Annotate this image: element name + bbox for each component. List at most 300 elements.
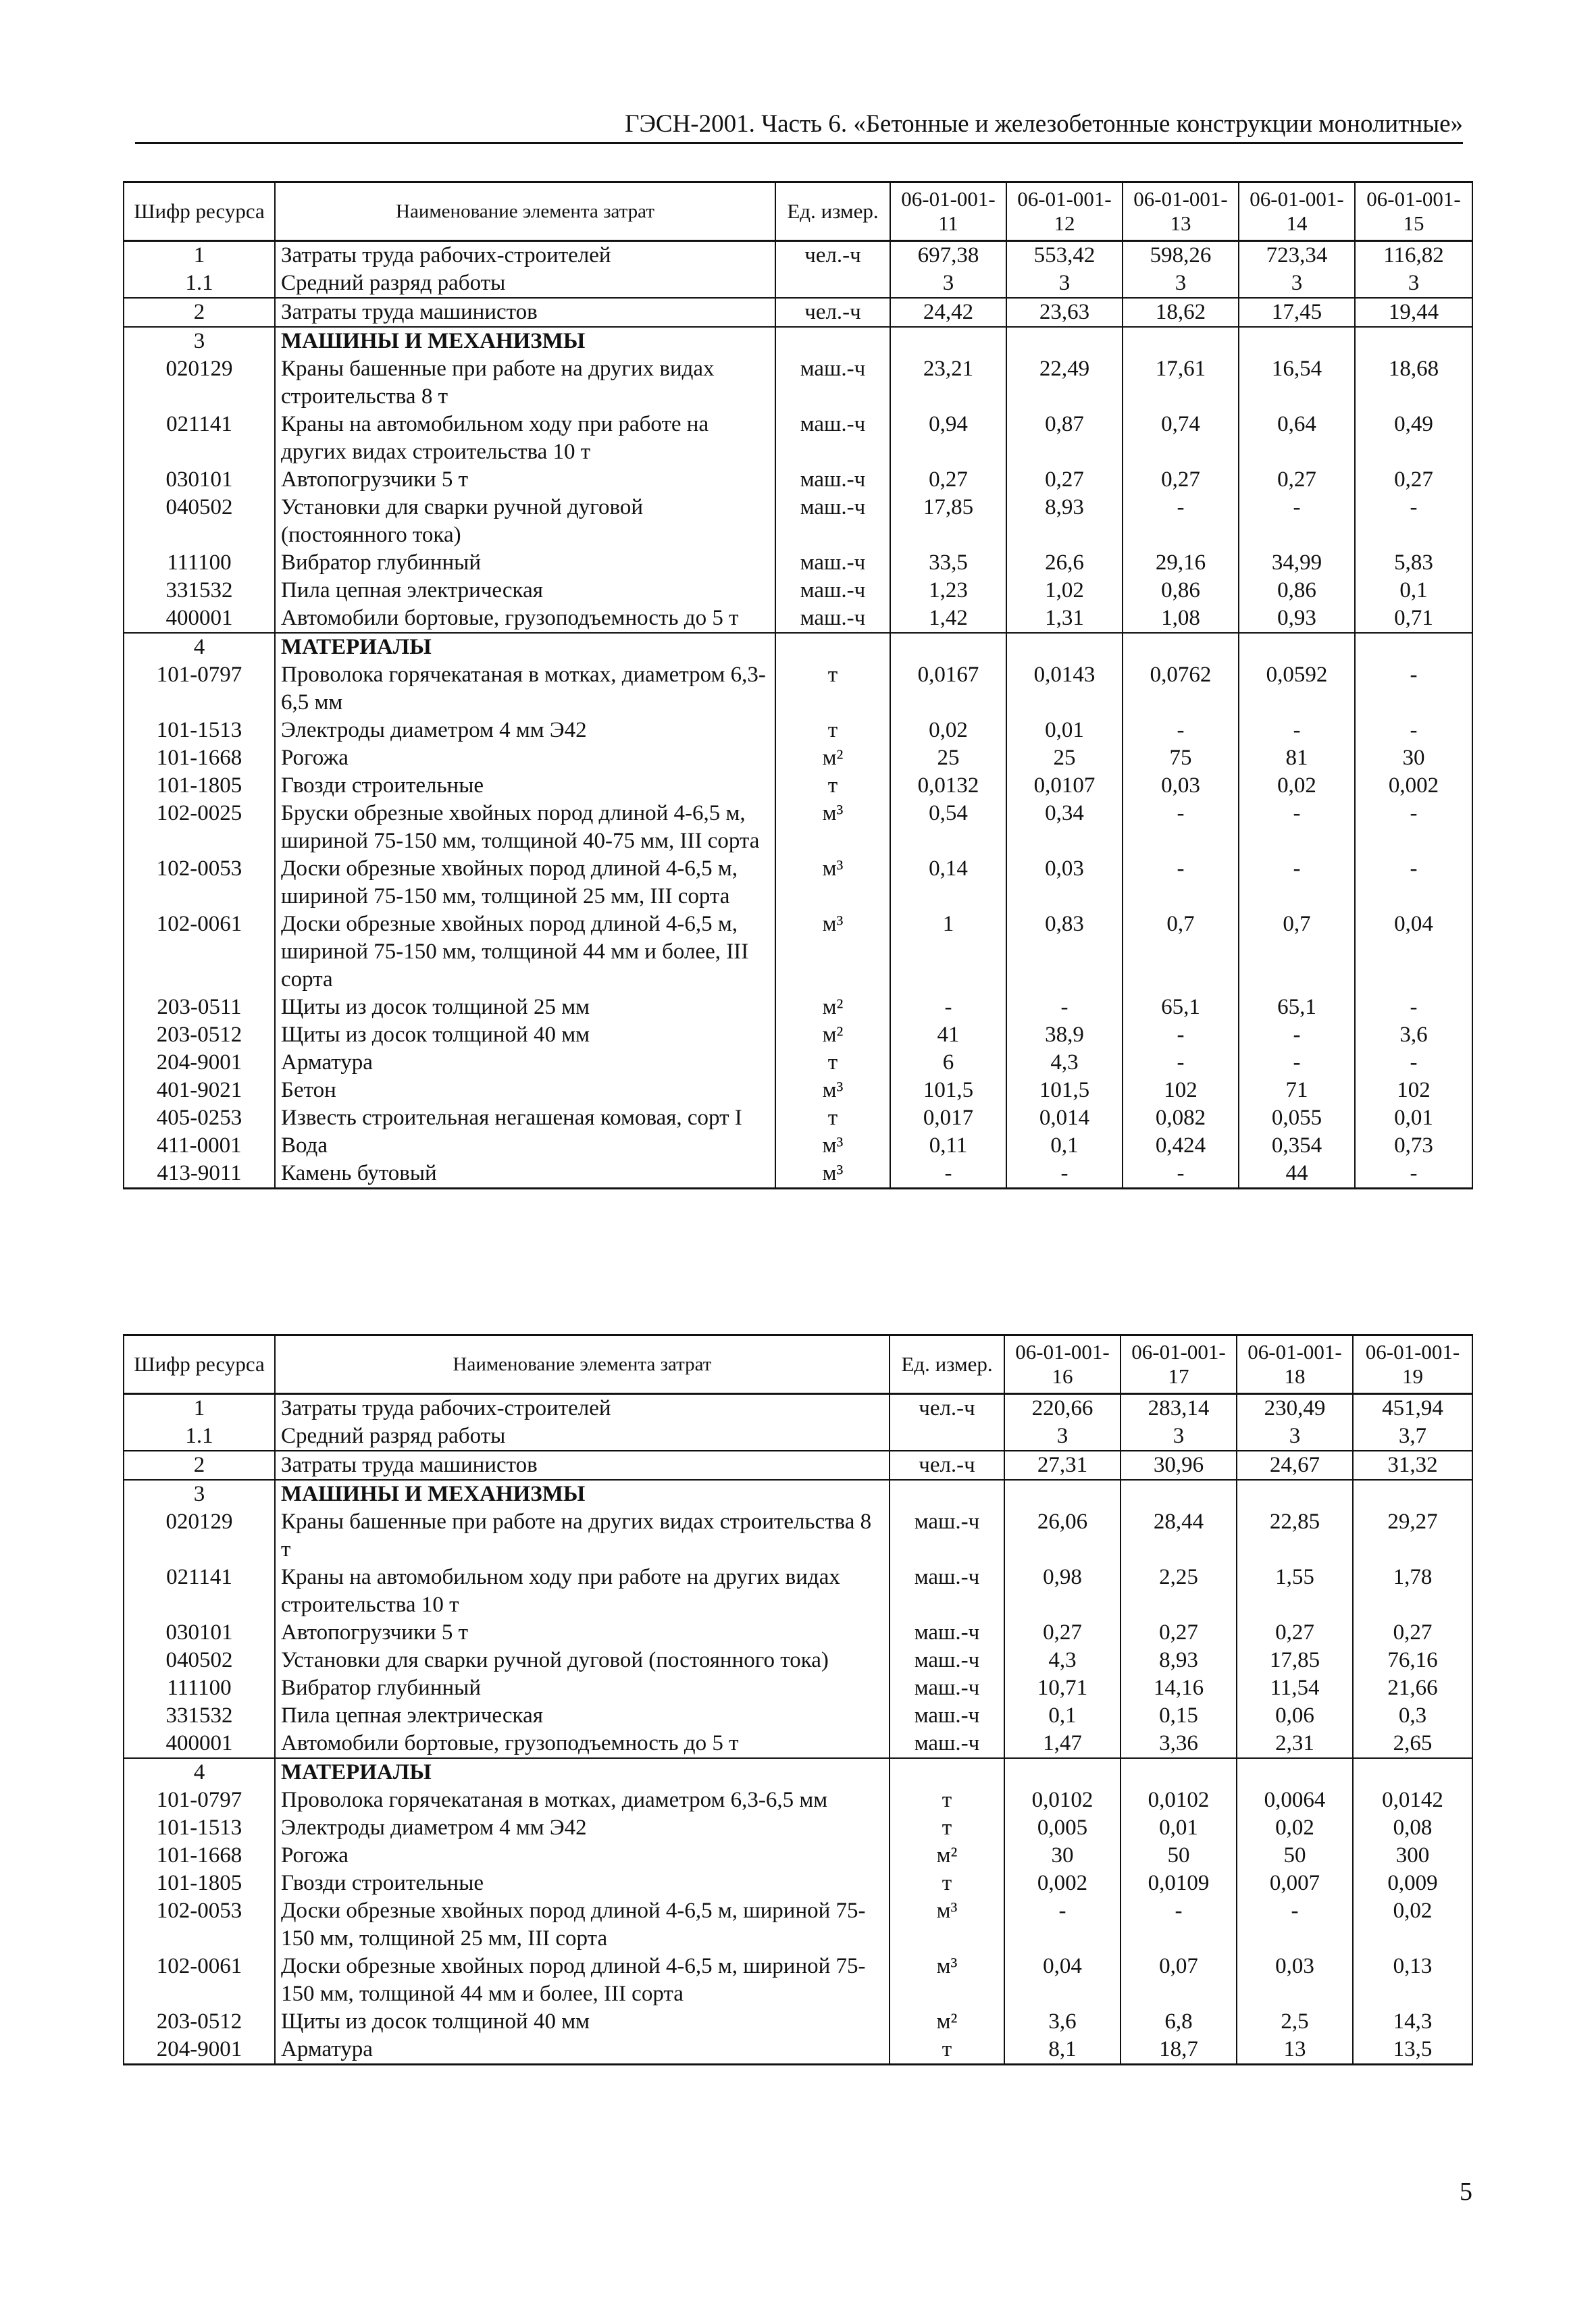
norm-value-cell: - — [1355, 855, 1472, 910]
norm-value-cell: 0,94 — [890, 411, 1006, 466]
norm-value-cell: 0,01 — [1121, 1814, 1237, 1842]
norm-value-cell: 30 — [1004, 1842, 1121, 1870]
unit-cell: м³ — [775, 1132, 890, 1160]
cost-element-name-cell: Краны башенные при работе на других видах строительства 8 т — [275, 355, 775, 411]
norm-value-cell: 1,08 — [1123, 605, 1239, 633]
table-row — [124, 1049, 1472, 1077]
norm-value-cell — [890, 633, 1006, 661]
table-row — [124, 466, 1472, 494]
norm-value-cell: 6,8 — [1121, 2008, 1237, 2036]
norm-value-cell: 8,93 — [1006, 494, 1123, 549]
resource-table-1 — [123, 181, 1473, 1189]
resource-code-cell: 411-0001 — [124, 1132, 275, 1160]
norm-value-cell: 25 — [890, 744, 1006, 772]
norm-value-cell: 598,26 — [1123, 241, 1239, 270]
cost-element-name-cell: Проволока горячекатаная в мотках, диаметром 6,3-6,5 мм — [275, 661, 775, 717]
norm-value-cell: - — [1123, 1021, 1239, 1049]
norm-value-cell — [1237, 1480, 1353, 1508]
norm-value-cell: - — [1123, 1049, 1239, 1077]
page-header: ГЭСН-2001. Часть 6. «Бетонные и железобетонные конструкции монолитные» — [625, 110, 1463, 138]
norm-value-cell: 25 — [1006, 744, 1123, 772]
norm-value-cell: - — [1239, 1049, 1355, 1077]
norm-value-cell: 0,014 — [1006, 1104, 1123, 1132]
col-header-norm: 06-01-001-15 — [1355, 182, 1472, 241]
norm-value-cell: 81 — [1239, 744, 1355, 772]
unit-cell: м³ — [890, 1953, 1004, 2008]
norm-value-cell — [1006, 327, 1123, 355]
norm-value-cell: 0,0132 — [890, 772, 1006, 800]
norm-value-cell: 10,71 — [1004, 1674, 1121, 1702]
unit-cell: т — [890, 2036, 1004, 2065]
resource-code-cell: 2 — [124, 298, 275, 327]
col-header-name: Наименование элемента затрат — [275, 182, 775, 241]
norm-value-cell — [1353, 1480, 1472, 1508]
cost-element-name-cell: Электроды диаметром 4 мм Э42 — [275, 717, 775, 744]
table-row — [124, 855, 1472, 910]
norm-value-cell: - — [1355, 494, 1472, 549]
cost-element-name-cell: Автомобили бортовые, грузоподъемность до 5 т — [275, 1730, 890, 1758]
norm-value-cell: 19,44 — [1355, 298, 1472, 327]
norm-value-cell: 0,07 — [1121, 1953, 1237, 2008]
norm-value-cell: 1 — [890, 910, 1006, 994]
norm-value-cell — [1239, 633, 1355, 661]
cost-element-name-cell: Затраты труда рабочих-строителей — [275, 1394, 890, 1423]
table-row — [124, 1508, 1472, 1564]
col-header-norm: 06-01-001-18 — [1237, 1335, 1353, 1394]
table-row — [124, 494, 1472, 549]
norm-value-cell: 0,01 — [1355, 1104, 1472, 1132]
unit-cell — [775, 633, 890, 661]
table-row — [124, 1132, 1472, 1160]
norm-value-cell: - — [890, 994, 1006, 1021]
cost-element-name-cell: Пила цепная электрическая — [275, 1702, 890, 1730]
norm-value-cell — [890, 327, 1006, 355]
resource-code-cell: 400001 — [124, 605, 275, 633]
norm-value-cell: 1,78 — [1353, 1564, 1472, 1619]
norm-value-cell: - — [1121, 1897, 1237, 1953]
table-row — [124, 1674, 1472, 1702]
table-row — [124, 1564, 1472, 1619]
header-rule — [135, 142, 1463, 144]
table-body — [124, 1394, 1472, 2065]
norm-value-cell: 0,11 — [890, 1132, 1006, 1160]
norm-value-cell — [1004, 1480, 1121, 1508]
norm-value-cell: 0,74 — [1123, 411, 1239, 466]
norm-value-cell: 0,01 — [1006, 717, 1123, 744]
unit-cell: т — [775, 717, 890, 744]
resource-code-cell: 040502 — [124, 494, 275, 549]
norm-value-cell: - — [1355, 1049, 1472, 1077]
norm-value-cell: 29,16 — [1123, 549, 1239, 577]
norm-value-cell: - — [1123, 800, 1239, 855]
cost-element-name-cell: Доски обрезные хвойных пород длиной 4-6,5 м, шириной 75-150 мм, толщиной 44 мм и более, III сорта — [275, 1953, 890, 2008]
norm-value-cell — [1006, 633, 1123, 661]
table-row — [124, 1021, 1472, 1049]
cost-element-name-cell: Средний разряд работы — [275, 1422, 890, 1451]
norm-value-cell: 14,16 — [1121, 1674, 1237, 1702]
norm-value-cell: 0,83 — [1006, 910, 1123, 994]
cost-element-name-cell: Автомобили бортовые, грузоподъемность до 5 т — [275, 605, 775, 633]
table-row — [124, 744, 1472, 772]
resource-code-cell: 030101 — [124, 1619, 275, 1647]
norm-value-cell: 102 — [1123, 1077, 1239, 1104]
table-row — [124, 411, 1472, 466]
norm-value-cell: 0,082 — [1123, 1104, 1239, 1132]
norm-value-cell: 0,71 — [1355, 605, 1472, 633]
norm-value-cell: 0,93 — [1239, 605, 1355, 633]
norm-value-cell: - — [1123, 494, 1239, 549]
norm-value-cell: - — [1123, 855, 1239, 910]
col-header-norm: 06-01-001-14 — [1239, 182, 1355, 241]
norm-value-cell: 4,3 — [1006, 1049, 1123, 1077]
table-row — [124, 1160, 1472, 1189]
cost-element-name-cell: Бруски обрезные хвойных пород длиной 4-6,5 м, шириной 75-150 мм, толщиной 40-75 мм, III сорта — [275, 800, 775, 855]
norm-value-cell: 3 — [1004, 1422, 1121, 1451]
norm-value-cell: 38,9 — [1006, 1021, 1123, 1049]
norm-value-cell: 30 — [1355, 744, 1472, 772]
unit-cell — [890, 1758, 1004, 1786]
cost-element-name-cell: Доски обрезные хвойных пород длиной 4-6,5 м, шириной 75-150 мм, толщиной 44 мм и более, III сорта — [275, 910, 775, 994]
norm-value-cell: 0,02 — [890, 717, 1006, 744]
cost-element-name-cell: Доски обрезные хвойных пород длиной 4-6,5 м, шириной 75-150 мм, толщиной 25 мм, III сорта — [275, 1897, 890, 1953]
norm-value-cell: 0,0592 — [1239, 661, 1355, 717]
norm-value-cell: 1,42 — [890, 605, 1006, 633]
norm-value-cell: 0,03 — [1237, 1953, 1353, 2008]
unit-cell: т — [890, 1786, 1004, 1814]
norm-value-cell: 26,6 — [1006, 549, 1123, 577]
norm-value-cell: 8,1 — [1004, 2036, 1121, 2065]
norm-value-cell: 11,54 — [1237, 1674, 1353, 1702]
resource-code-cell: 101-1805 — [124, 772, 275, 800]
norm-value-cell: 0,27 — [1004, 1619, 1121, 1647]
resource-code-cell: 020129 — [124, 355, 275, 411]
resource-code-cell: 021141 — [124, 411, 275, 466]
cost-element-name-cell: МАШИНЫ И МЕХАНИЗМЫ — [275, 327, 775, 355]
norm-value-cell: 451,94 — [1353, 1394, 1472, 1423]
resource-code-cell: 4 — [124, 633, 275, 661]
norm-value-cell — [1353, 1758, 1472, 1786]
cost-element-name-cell: Доски обрезные хвойных пород длиной 4-6,5 м, шириной 75-150 мм, толщиной 25 мм, III сорта — [275, 855, 775, 910]
norm-value-cell: 0,98 — [1004, 1564, 1121, 1619]
resource-code-cell: 102-0061 — [124, 910, 275, 994]
norm-value-cell — [1355, 327, 1472, 355]
norm-value-cell — [1239, 327, 1355, 355]
cost-element-name-cell: Пила цепная электрическая — [275, 577, 775, 605]
unit-cell: м³ — [890, 1897, 1004, 1953]
norm-value-cell: 0,27 — [1237, 1619, 1353, 1647]
norm-value-cell: - — [1237, 1897, 1353, 1953]
norm-value-cell: 0,06 — [1237, 1702, 1353, 1730]
norm-value-cell: 0,04 — [1004, 1953, 1121, 2008]
norm-value-cell: 65,1 — [1123, 994, 1239, 1021]
resource-code-cell: 204-9001 — [124, 1049, 275, 1077]
table-row — [124, 633, 1472, 661]
resource-code-cell: 102-0025 — [124, 800, 275, 855]
cost-element-name-cell: Затраты труда машинистов — [275, 1451, 890, 1480]
cost-element-name-cell: Затраты труда рабочих-строителей — [275, 241, 775, 270]
resource-code-cell: 203-0512 — [124, 1021, 275, 1049]
norm-value-cell: 3 — [1121, 1422, 1237, 1451]
table-row — [124, 355, 1472, 411]
norm-value-cell: 0,0109 — [1121, 1870, 1237, 1897]
col-header-norm: 06-01-001-16 — [1004, 1335, 1121, 1394]
norm-value-cell: 0,49 — [1355, 411, 1472, 466]
norm-value-cell: - — [890, 1160, 1006, 1189]
norm-value-cell: 2,31 — [1237, 1730, 1353, 1758]
norm-value-cell: 3,7 — [1353, 1422, 1472, 1451]
norm-value-cell: 23,21 — [890, 355, 1006, 411]
col-header-norm: 06-01-001-13 — [1123, 182, 1239, 241]
norm-value-cell: 0,27 — [1239, 466, 1355, 494]
norm-value-cell: 0,007 — [1237, 1870, 1353, 1897]
resource-code-cell: 111100 — [124, 1674, 275, 1702]
norm-value-cell: 0,0107 — [1006, 772, 1123, 800]
norm-value-cell: 0,03 — [1006, 855, 1123, 910]
unit-cell: чел.-ч — [890, 1451, 1004, 1480]
resource-code-cell: 101-1668 — [124, 744, 275, 772]
unit-cell: м² — [775, 994, 890, 1021]
norm-value-cell: 1,02 — [1006, 577, 1123, 605]
norm-value-cell: 1,47 — [1004, 1730, 1121, 1758]
table-row — [124, 327, 1472, 355]
norm-value-cell: 0,73 — [1355, 1132, 1472, 1160]
resource-code-cell: 203-0512 — [124, 2008, 275, 2036]
norm-value-cell: 0,54 — [890, 800, 1006, 855]
page-number: 5 — [1460, 2178, 1472, 2206]
norm-value-cell: 0,64 — [1239, 411, 1355, 466]
norm-value-cell: 0,3 — [1353, 1702, 1472, 1730]
cost-element-name-cell: Бетон — [275, 1077, 775, 1104]
norm-value-cell: 0,34 — [1006, 800, 1123, 855]
norm-value-cell: 0,7 — [1239, 910, 1355, 994]
norm-value-cell: 283,14 — [1121, 1394, 1237, 1423]
col-header-unit: Ед. измер. — [775, 182, 890, 241]
unit-cell: маш.-ч — [890, 1647, 1004, 1674]
resource-code-cell: 101-1513 — [124, 1814, 275, 1842]
unit-cell: м³ — [775, 1077, 890, 1104]
resource-code-cell: 1 — [124, 241, 275, 270]
unit-cell: м² — [775, 1021, 890, 1049]
unit-cell: маш.-ч — [775, 466, 890, 494]
col-header-code: Шифр ресурса — [124, 1335, 275, 1394]
norm-value-cell: 0,04 — [1355, 910, 1472, 994]
table-row — [124, 1451, 1472, 1480]
norm-value-cell: 31,32 — [1353, 1451, 1472, 1480]
norm-value-cell: 3 — [1237, 1422, 1353, 1451]
table-row — [124, 910, 1472, 994]
table-row — [124, 1786, 1472, 1814]
norm-value-cell: - — [1239, 800, 1355, 855]
resource-code-cell: 4 — [124, 1758, 275, 1786]
resource-code-cell: 2 — [124, 1451, 275, 1480]
resource-code-cell: 021141 — [124, 1564, 275, 1619]
norm-value-cell: 41 — [890, 1021, 1006, 1049]
norm-value-cell: 0,0167 — [890, 661, 1006, 717]
norm-value-cell: 2,5 — [1237, 2008, 1353, 2036]
norm-value-cell: 220,66 — [1004, 1394, 1121, 1423]
norm-value-cell: - — [1355, 661, 1472, 717]
cost-element-name-cell: Краны башенные при работе на других видах строительства 8 т — [275, 1508, 890, 1564]
unit-cell: т — [775, 661, 890, 717]
table-row — [124, 1619, 1472, 1647]
cost-element-name-cell: Гвозди строительные — [275, 1870, 890, 1897]
unit-cell: маш.-ч — [890, 1564, 1004, 1619]
norm-value-cell: 0,27 — [1355, 466, 1472, 494]
norm-value-cell: 0,017 — [890, 1104, 1006, 1132]
norm-value-cell: 28,44 — [1121, 1508, 1237, 1564]
resource-code-cell: 101-0797 — [124, 1786, 275, 1814]
norm-value-cell: - — [1123, 1160, 1239, 1189]
norm-value-cell: 0,15 — [1121, 1702, 1237, 1730]
norm-value-cell: 0,87 — [1006, 411, 1123, 466]
resource-code-cell: 405-0253 — [124, 1104, 275, 1132]
cost-element-name-cell: МАШИНЫ И МЕХАНИЗМЫ — [275, 1480, 890, 1508]
norm-value-cell: 0,0143 — [1006, 661, 1123, 717]
cost-element-name-cell: МАТЕРИАЛЫ — [275, 1758, 890, 1786]
unit-cell: маш.-ч — [775, 549, 890, 577]
norm-value-cell: 16,54 — [1239, 355, 1355, 411]
resource-code-cell: 030101 — [124, 466, 275, 494]
unit-cell: м³ — [775, 1160, 890, 1189]
norm-value-cell: 18,68 — [1355, 355, 1472, 411]
norm-value-cell: 101,5 — [890, 1077, 1006, 1104]
norm-value-cell — [1123, 327, 1239, 355]
table-row — [124, 1953, 1472, 2008]
cost-element-name-cell: Арматура — [275, 2036, 890, 2065]
table-row — [124, 1814, 1472, 1842]
norm-value-cell: - — [1239, 494, 1355, 549]
norm-value-cell: - — [1239, 717, 1355, 744]
norm-value-cell: 1,55 — [1237, 1564, 1353, 1619]
cost-element-name-cell: Затраты труда машинистов — [275, 298, 775, 327]
resource-code-cell: 101-1513 — [124, 717, 275, 744]
resource-table-2 — [123, 1334, 1473, 2065]
table-row — [124, 1480, 1472, 1508]
cost-element-name-cell: Вода — [275, 1132, 775, 1160]
norm-value-cell: 24,67 — [1237, 1451, 1353, 1480]
norm-value-cell: - — [1355, 1160, 1472, 1189]
resource-code-cell: 401-9021 — [124, 1077, 275, 1104]
norm-value-cell: 0,002 — [1355, 772, 1472, 800]
norm-value-cell — [1121, 1758, 1237, 1786]
norm-value-cell: 0,009 — [1353, 1870, 1472, 1897]
unit-cell — [890, 1422, 1004, 1451]
resource-code-cell: 203-0511 — [124, 994, 275, 1021]
table-row — [124, 298, 1472, 327]
norm-value-cell: 0,02 — [1239, 772, 1355, 800]
norm-value-cell: 0,424 — [1123, 1132, 1239, 1160]
norm-value-cell: 0,27 — [1123, 466, 1239, 494]
norm-value-cell: 0,354 — [1239, 1132, 1355, 1160]
unit-cell: маш.-ч — [775, 411, 890, 466]
cost-element-name-cell: Щиты из досок толщиной 40 мм — [275, 2008, 890, 2036]
norm-value-cell: 30,96 — [1121, 1451, 1237, 1480]
unit-cell: м² — [890, 2008, 1004, 2036]
resource-code-cell: 1.1 — [124, 269, 275, 298]
col-header-norm: 06-01-001-17 — [1121, 1335, 1237, 1394]
table-row — [124, 1758, 1472, 1786]
cost-element-name-cell: Установки для сварки ручной дуговой (постоянного тока) — [275, 494, 775, 549]
table-header-row — [124, 182, 1472, 241]
table-row — [124, 772, 1472, 800]
cost-element-name-cell: Гвозди строительные — [275, 772, 775, 800]
norm-value-cell: 29,27 — [1353, 1508, 1472, 1564]
unit-cell: маш.-ч — [890, 1674, 1004, 1702]
norm-value-cell: 17,45 — [1239, 298, 1355, 327]
table-row — [124, 269, 1472, 298]
norm-value-cell: 2,65 — [1353, 1730, 1472, 1758]
table-row — [124, 994, 1472, 1021]
col-header-unit: Ед. измер. — [890, 1335, 1004, 1394]
norm-value-cell: 230,49 — [1237, 1394, 1353, 1423]
resource-code-cell: 111100 — [124, 549, 275, 577]
norm-value-cell: 0,86 — [1123, 577, 1239, 605]
norm-value-cell: 0,0102 — [1121, 1786, 1237, 1814]
table-row — [124, 577, 1472, 605]
table-row — [124, 1897, 1472, 1953]
resource-code-cell: 040502 — [124, 1647, 275, 1674]
norm-value-cell: 3 — [1123, 269, 1239, 298]
norm-value-cell: 5,83 — [1355, 549, 1472, 577]
norm-value-cell: - — [1006, 1160, 1123, 1189]
resource-code-cell: 020129 — [124, 1508, 275, 1564]
norm-value-cell: 697,38 — [890, 241, 1006, 270]
unit-cell: чел.-ч — [775, 298, 890, 327]
cost-element-name-cell: Средний разряд работы — [275, 269, 775, 298]
norm-value-cell: 71 — [1239, 1077, 1355, 1104]
norm-value-cell: 3,36 — [1121, 1730, 1237, 1758]
unit-cell: т — [775, 772, 890, 800]
cost-element-name-cell: Автопогрузчики 5 т — [275, 466, 775, 494]
norm-value-cell: 0,0762 — [1123, 661, 1239, 717]
col-header-norm: 06-01-001-12 — [1006, 182, 1123, 241]
norm-value-cell: 0,27 — [890, 466, 1006, 494]
cost-element-name-cell: Известь строительная негашеная комовая, сорт I — [275, 1104, 775, 1132]
norm-value-cell: - — [1006, 994, 1123, 1021]
resource-code-cell: 413-9011 — [124, 1160, 275, 1189]
cost-element-name-cell: Щиты из досок толщиной 40 мм — [275, 1021, 775, 1049]
resource-code-cell: 331532 — [124, 577, 275, 605]
table-row — [124, 549, 1472, 577]
unit-cell: м² — [775, 744, 890, 772]
norm-value-cell: - — [1004, 1897, 1121, 1953]
resource-code-cell: 1 — [124, 1394, 275, 1423]
norm-value-cell: 8,93 — [1121, 1647, 1237, 1674]
cost-element-name-cell: Щиты из досок толщиной 25 мм — [275, 994, 775, 1021]
cost-element-name-cell: Рогожа — [275, 1842, 890, 1870]
norm-value-cell: 13 — [1237, 2036, 1353, 2065]
table-row — [124, 717, 1472, 744]
norm-value-cell: 3,6 — [1004, 2008, 1121, 2036]
norm-value-cell: 0,005 — [1004, 1814, 1121, 1842]
norm-value-cell: 3,6 — [1355, 1021, 1472, 1049]
norm-value-cell: 0,1 — [1006, 1132, 1123, 1160]
norm-value-cell: 4,3 — [1004, 1647, 1121, 1674]
unit-cell: т — [890, 1870, 1004, 1897]
table-row — [124, 661, 1472, 717]
table-row — [124, 2036, 1472, 2065]
norm-value-cell: 0,27 — [1353, 1619, 1472, 1647]
resource-code-cell: 101-1805 — [124, 1870, 275, 1897]
resource-code-cell: 3 — [124, 1480, 275, 1508]
resource-code-cell: 102-0061 — [124, 1953, 275, 2008]
table-row — [124, 1422, 1472, 1451]
norm-value-cell: 65,1 — [1239, 994, 1355, 1021]
table-row — [124, 800, 1472, 855]
norm-value-cell: 33,5 — [890, 549, 1006, 577]
norm-value-cell: 26,06 — [1004, 1508, 1121, 1564]
norm-value-cell: 1,31 — [1006, 605, 1123, 633]
